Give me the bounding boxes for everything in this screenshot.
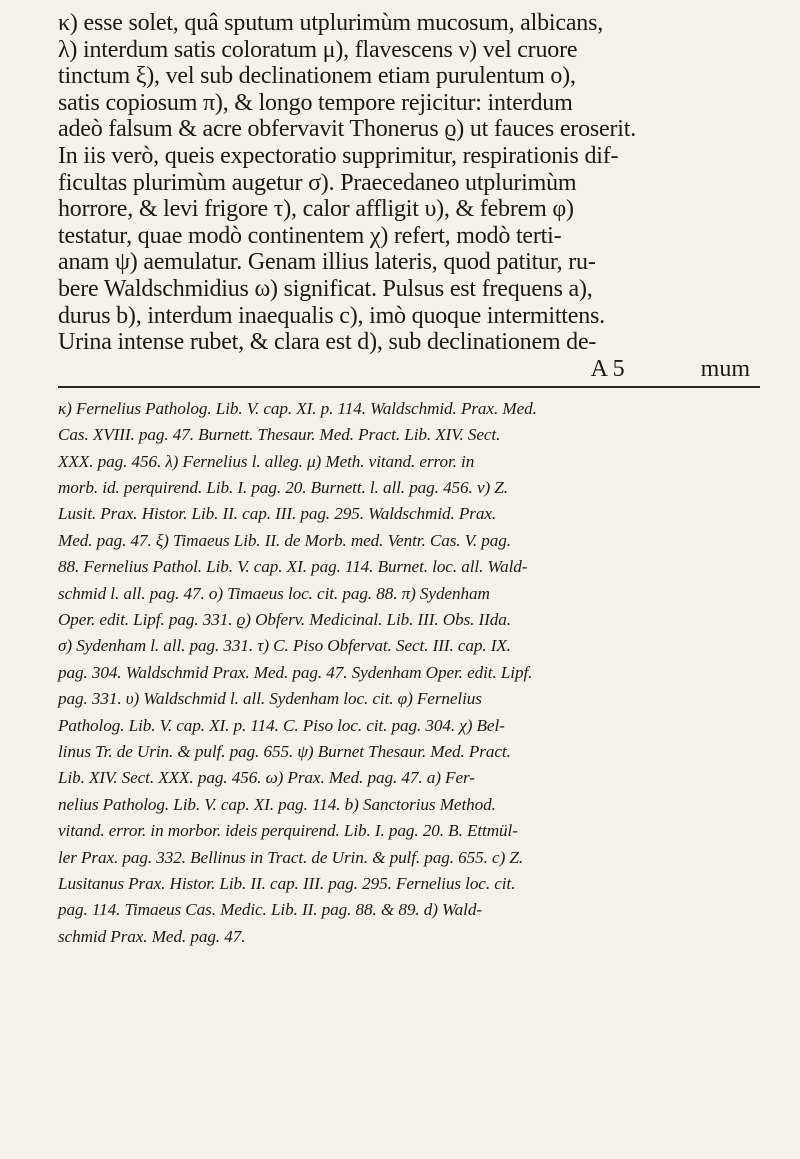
text-line: In iis verò, queis expectoratio supprimitur, respirationis dif- — [58, 142, 619, 169]
text-line: ficultas plurimùm augetur σ). Praecedaneo utplurimùm — [58, 169, 577, 196]
footnote-line: XXX. pag. 456. λ) Fernelius l. alleg. μ) Meth. vitand. error. in — [58, 451, 475, 471]
footnote-line: κ) Fernelius Patholog. Lib. V. cap. XI. p. 114. Waldschmid. Prax. Med. — [58, 398, 537, 418]
footnote-line: 88. Fernelius Pathol. Lib. V. cap. XI. pag. 114. Burnet. loc. all. Wald- — [58, 557, 528, 577]
footnote-line: schmid l. all. pag. 47. ο) Timaeus loc. cit. pag. 88. π) Sydenham — [58, 583, 490, 603]
catchword: mum — [700, 355, 750, 382]
footnote-line: Oper. edit. Lipf. pag. 331. ϱ) Obferv. Medicinal. Lib. III. Obs. IIda. — [58, 609, 511, 629]
footnote-line: schmid Prax. Med. pag. 47. — [58, 926, 246, 946]
text-line: testatur, quae modò continentem χ) refert, modò terti- — [58, 222, 562, 249]
text-line: horrore, & levi frigore τ), calor affligit υ), & febrem φ) — [58, 196, 574, 223]
text-line: λ) interdum satis coloratum μ), flavescens ν) vel cruore — [58, 36, 578, 63]
footnote-line: Lusitanus Prax. Histor. Lib. II. cap. III. pag. 295. Fernelius loc. cit. — [58, 874, 516, 894]
text-line: κ) esse solet, quâ sputum utplurimùm mucosum, albicans, — [58, 10, 604, 36]
text-line: anam ψ) aemulatur. Genam illius lateris, quod patitur, ru- — [58, 249, 596, 276]
signature-mark: A 5 — [590, 355, 625, 382]
body-text — [58, 0, 760, 356]
footnotes — [58, 396, 760, 951]
text-line: tinctum ξ), vel sub declinationem etiam purulentum ο), — [58, 63, 576, 90]
footnote-line: pag. 331. υ) Waldschmid l. all. Sydenham loc. cit. φ) Fernelius — [58, 689, 482, 709]
footnote-line: ler Prax. pag. 332. Bellinus in Tract. de Urin. & pulf. pag. 655. c) Z. — [58, 847, 524, 867]
text-line: satis copiosum π), & longo tempore rejicitur: interdum — [58, 89, 573, 116]
footnote-line: morb. id. perquirend. Lib. I. pag. 20. Burnett. l. all. pag. 456. ν) Z. — [58, 477, 508, 497]
footnote-line: pag. 114. Timaeus Cas. Medic. Lib. II. pag. 88. & 89. d) Wald- — [58, 900, 482, 920]
footnote-line: Cas. XVIII. pag. 47. Burnett. Thesaur. Med. Pract. Lib. XIV. Sect. — [58, 425, 501, 445]
footnote-line: Med. pag. 47. ξ) Timaeus Lib. II. de Morb. med. Ventr. Cas. V. pag. — [58, 530, 511, 550]
footnote-line: σ) Sydenham l. all. pag. 331. τ) C. Piso Obfervat. Sect. III. cap. IX. — [58, 636, 511, 656]
catchword-line — [58, 356, 760, 382]
footnote-line: pag. 304. Waldschmid Prax. Med. pag. 47. Sydenham Oper. edit. Lipf. — [58, 662, 533, 682]
footnote-line: Patholog. Lib. V. cap. XI. p. 114. C. Piso loc. cit. pag. 304. χ) Bel- — [58, 715, 505, 735]
footnote-line: vitand. error. in morbor. ideis perquirend. Lib. I. pag. 20. B. Ettmül- — [58, 821, 518, 841]
footnote-line: linus Tr. de Urin. & pulf. pag. 655. ψ) Burnet Thesaur. Med. Pract. — [58, 742, 511, 761]
text-line: Urina intense rubet, & clara est d), sub declinationem de- — [58, 329, 597, 356]
text-line: adeò falsum & acre obfervavit Thonerus ϱ) ut fauces eroserit. — [58, 116, 637, 143]
footnote-divider — [58, 386, 760, 388]
footnote-line: nelius Patholog. Lib. V. cap. XI. pag. 114. b) Sanctorius Method. — [58, 794, 496, 814]
text-line: durus b), interdum inaequalis c), imò quoque intermittens. — [58, 302, 605, 329]
text-line: bere Waldschmidius ω) significat. Pulsus est frequens a), — [58, 275, 593, 302]
footnote-line: Lusit. Prax. Histor. Lib. II. cap. III. pag. 295. Waldschmid. Prax. — [58, 504, 497, 524]
footnote-line: Lib. XIV. Sect. XXX. pag. 456. ω) Prax. Med. pag. 47. a) Fer- — [58, 768, 475, 788]
